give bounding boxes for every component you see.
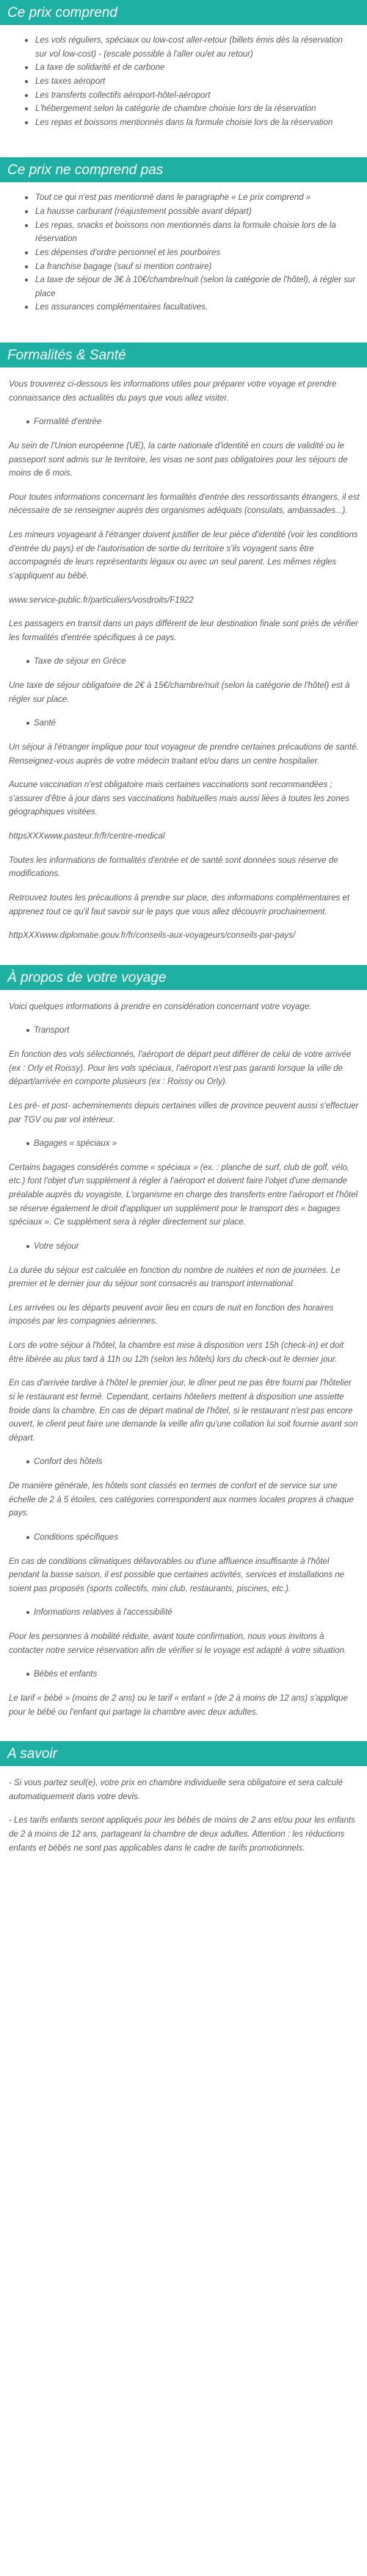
list-item: Les dépenses d'ordre personnel et les pourboires [25, 246, 357, 260]
list-item: Les transferts collectifs aéroport-hôtel-aéroport [25, 89, 357, 103]
subheading-children: Bébés et enfants [9, 1668, 360, 1682]
paragraph: Lors de votre séjour à l'hôtel, la chambre est mise à disposition vers 15h (check-in) et doit être libérée au plus tard à 11h ou 12h (selon les hôtels) lors du check-out le dernier jour. [9, 1341, 344, 1364]
paragraph: Les passagers en transit dans un pays différent de leur destination finale sont priés de vérifier les formalités d'entrée spécifiques à ce pays. [9, 620, 359, 642]
diplomatie-link[interactable]: httpXXXwww.diplomatie.gouv.fr/fr/conseils-aux-voyageurs/conseils-par-pays/ [9, 931, 296, 941]
note-title: A savoir [0, 1741, 367, 1766]
list-item: La taxe de solidarité et de carbone [25, 61, 357, 75]
list-item: La hausse carburant (réajustement possible avant départ) [25, 205, 357, 219]
paragraph: Pour les personnes à mobilité réduite, avant toute confirmation, nous vous invitons à contacter notre service réservation afin de vérifier si le voyage est adapté à votre situation. [9, 1632, 347, 1655]
paragraph: - Si vous partez seul(e), votre prix en chambre individuelle sera obligatoire et sera calculé automatiquement dans votre devis. [9, 1779, 344, 1801]
subheading-health: Santé [9, 717, 360, 731]
list-item: Les repas, snacks et boissons non mentionnés dans la formule choisie lors de la réservation [25, 219, 357, 246]
list-item: Les taxes aéroport [25, 75, 357, 89]
subheading-entry: Formalité d'entrée [9, 415, 360, 429]
list-item: La franchise bagage (sauf si mention contraire) [25, 260, 357, 274]
excluded-list-block [0, 182, 367, 325]
paragraph: Toutes les informations de formalités d'entrée et de santé sont données sous réserve de modifications. [9, 855, 338, 879]
paragraph: Les mineurs voyageant à l'étranger doivent justifier de leur pièce d'identité (voir les conditions d'entrée du pays) et de l'autorisation de sortie du territoire s'ils voyagent sans être accompagnés de leurs représentants légaux ou avec un seul parent. Les mêmes règles s'appliquent au bébé. [9, 531, 358, 581]
paragraph: La durée du séjour est calculée en fonction du nombre de nuitées et non de journées. Le premier et le dernier jour du séjour sont consacrés au transport international. [9, 1266, 341, 1289]
paragraph: Pour toutes informations concernant les formalités d'entrée des ressortissants étrangers, il est nécessaire de se renseigner auprès des organismes adéquats (consulats, ambassades...). [9, 492, 360, 516]
paragraph: Un séjour à l'étranger implique pour tout voyageur de prendre certaines précautions de santé. Renseignez-vous auprès de votre médecin traitant et/ou dans un centre hospitalier. [9, 742, 359, 766]
list-item: Tout ce qui n'est pas mentionné dans le paragraphe « Le prix comprend » [25, 191, 357, 205]
subheading-conditions: Conditions spécifiques [9, 1531, 360, 1545]
list-item: Les repas et boissons mentionnés dans la formule choisie lors de la réservation [25, 116, 357, 130]
paragraph: Voici quelques informations à prendre en considération concernant votre voyage. [9, 1002, 312, 1011]
paragraph: Certains bagages considérés comme « spéciaux » (ex. : planche de surf, club de golf, vélo, etc.) font l'objet d'un supplément à régler à l'aéroport et doivent faire l'objet d'une demande préalable auprès du voyagiste. L'organisme en charge des transferts entre l'aéroport et l'hôtel se réserve également le droit d'appliquer un supplément pour le transport des « bagages spéciaux ». Ce supplément sera à régler directement sur place. [9, 1163, 358, 1227]
included-title: Ce prix comprend [0, 0, 367, 25]
list-item: La taxe de séjour de 3€ à 10€/chambre/nuit (selon la catégorie de l'hôtel), à régler sur place [25, 273, 357, 301]
paragraph: Une taxe de séjour obligatoire de 2€ à 15€/chambre/nuit (selon la catégorie de l'hôtel) est à régler sur place. [9, 681, 350, 704]
paragraph: Aucune vaccination n'est obligatoire mais certaines vaccinations sont recommandées ; s'assurer d'être à jour dans ses vaccinations habituelles mais aussi liées à toutes les zones géographiques visitées. [9, 781, 349, 817]
excluded-title: Ce prix ne comprend pas [0, 157, 367, 182]
subheading-baggage: Bagages « spéciaux » [9, 1137, 360, 1151]
list-item: Les vols réguliers, spéciaux ou low-cost aller-retour (billets émis dès la réservation sur vol low-cost) - (escale possible à l'aller ou/et au retour) [25, 34, 357, 61]
paragraph: En fonction des vols sélectionnés, l'aéroport de départ peut différer de celui de votre arrivée (ex : Orly et Roissy). Pour les vols spéciaux, l'aéroport n'est pas garanti lorsque la ville de départ/arrivée en comporte plusieurs (ex : Roissy ou Orly). [9, 1050, 352, 1087]
included-list-block [0, 25, 367, 140]
excluded-list [25, 191, 357, 315]
pasteur-link[interactable]: httpsXXXwww.pasteur.fr/fr/centre-medical [9, 832, 165, 841]
paragraph: De manière générale, les hôtels sont classés en termes de confort et de service sur une échelle de 2 à 5 étoiles, ces catégories correspondent aux normes locales propres à chaque pays. [9, 1482, 354, 1518]
about-content [0, 990, 367, 1741]
formalities-content [0, 367, 367, 965]
subheading-accessibility: Informations relatives à l'accessibilité [9, 1606, 360, 1620]
note-content [0, 1766, 367, 1877]
formalities-title: Formalités & Santé [0, 342, 367, 367]
paragraph: Retrouvez toutes les précautions à prendre sur place, des informations complémentaires et apprenez tout ce qu'il faut savoir sur le pays que vous allez découvrir prochainement. [9, 893, 350, 916]
paragraph: En cas de conditions climatiques défavorables ou d'une affluence insuffisante à l'hôtel pendant la basse saison, il est possible que certaines activités, services et installations ne soient pas proposés (sports collectifs, mini club, restaurants, piscines, etc.). [9, 1557, 345, 1593]
paragraph: Les arrivées ou les départs peuvent avoir lieu en cours de nuit en fonction des horaires imposés par les compagnies aériennes. [9, 1303, 334, 1327]
paragraph: Au sein de l'Union européenne (UE), la carte nationale d'identité en cours de validité ou le passeport sont admis sur le territoire, les visas ne sont pas obligatoires pour les séjours de moins de 6 mois. [9, 441, 348, 478]
about-title: À propos de votre voyage [0, 965, 367, 990]
service-public-link[interactable]: www.service-public.fr/particuliers/vosdroits/F1922 [9, 595, 194, 605]
subheading-comfort: Confort des hôtels [9, 1455, 360, 1469]
paragraph: - Les tarifs enfants seront appliqués pour les bébés de moins de 2 ans et/ou pour les enfants de 2 à moins de 12 ans, partageant la chambre de deux adultes. Attention : les réductions enfants et bébés ne sont pas applicables dans le cadre de tarifs promotionnels. [9, 1816, 355, 1853]
paragraph: Le tarif « bébé » (moins de 2 ans) ou le tarif « enfant » (de 2 à moins de 12 ans) s'applique pour le bébé ou l'enfant qui partage la chambre avec deux adultes. [9, 1693, 348, 1717]
paragraph: Vous trouverez ci-dessous les informations utiles pour préparer votre voyage et prendre connaissance des actualités du pays que vous allez visiter. [9, 380, 337, 403]
paragraph: Les pré- et post- acheminements depuis certaines villes de province peuvent aussi s'effectuer par TGV ou par vol intérieur. [9, 1101, 359, 1124]
subheading-transport: Transport [9, 1024, 360, 1038]
list-item: L'hébergement selon la catégorie de chambre choisie lors de la réservation [25, 102, 357, 116]
included-list [25, 34, 357, 129]
subheading-stay: Votre séjour [9, 1240, 360, 1254]
paragraph: En cas d'arrivée tardive à l'hôtel le premier jour, le dîner peut ne pas être fourni par l'hôtelier si le restaurant est fermé. Cependant, certains hôteliers mettent à disposition une assiette froide dans la chambre. En cas de départ matinal de l'hôtel, si le restaurant n'est pas encore ouvert, le client peut faire une demande la veille afin qu'une collation lui soit fournie avant son départ. [9, 1379, 358, 1443]
subheading-tax: Taxe de séjour en Grèce [9, 655, 360, 669]
list-item: Les assurances complémentaires facultatives. [25, 301, 357, 315]
